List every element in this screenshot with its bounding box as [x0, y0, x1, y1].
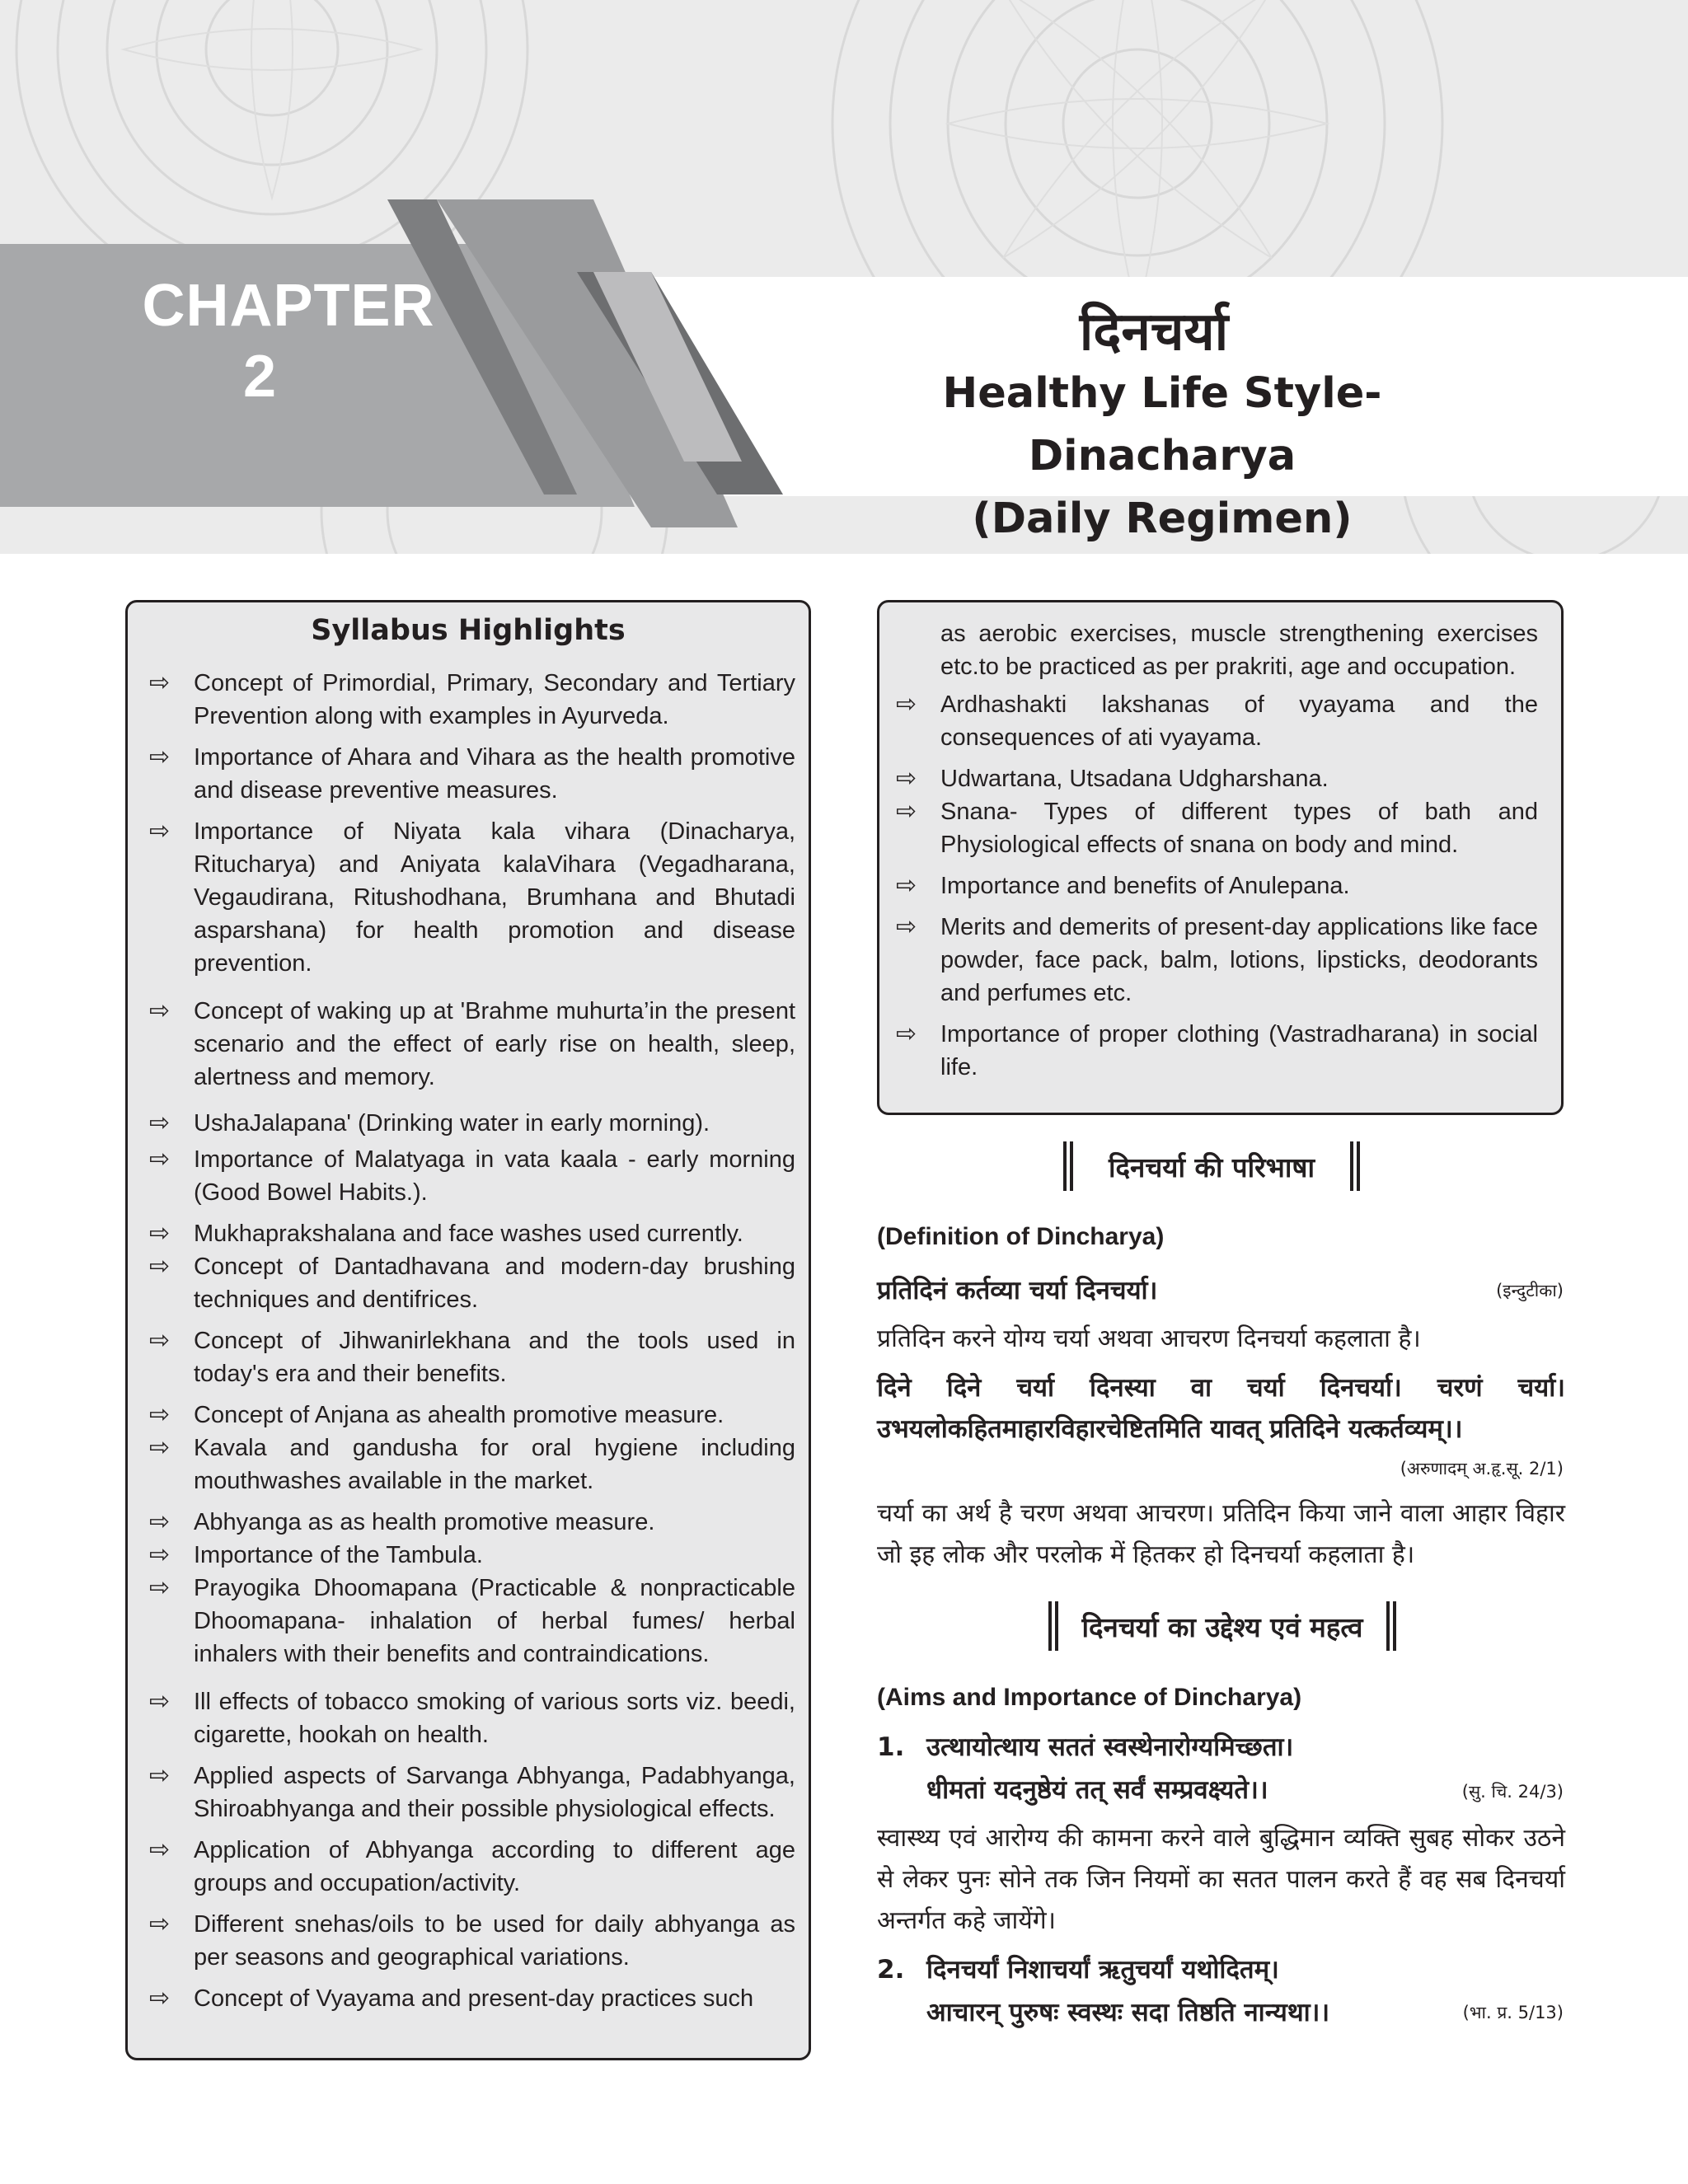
section-heading-text: दिनचर्या की परिभाषा: [1108, 1151, 1315, 1183]
chapter-title-line1: Healthy Life Style-Dinacharya: [942, 369, 1382, 480]
numbered-verse-1: [877, 1726, 1565, 1769]
double-bar-right: [1350, 1141, 1360, 1191]
right-arrow-icon: ⇨: [896, 871, 917, 900]
verse-reference: (भा. प्र. 5/13): [1462, 2003, 1564, 2022]
double-bar-left: [1063, 1141, 1073, 1191]
verse-reference: (सु. चि. 24/3): [1461, 1782, 1564, 1802]
syllabus-item-text: Concept of Anjana as ahealth promotive measure.: [194, 1402, 724, 1428]
right-arrow-icon: ⇨: [896, 912, 917, 941]
verse-line: दिने दिने चर्या दिनस्या वा चर्या दिनचर्या। चरणं चर्या।: [877, 1373, 1565, 1403]
right-arrow-icon: ⇨: [149, 1400, 171, 1429]
verse-line: उत्थायोत्थाय सततं स्वस्थेनारोग्यमिच्छता।: [926, 1732, 1294, 1762]
syllabus-item-text: Importance of Ahara and Vihara as the health promotive and disease preventive measures.: [194, 744, 795, 804]
syllabus-item-text: Concept of waking up at 'Brahme muhurta’in the present scenario and the effect of early rise on health, sleep, alertness and memory.: [194, 998, 795, 1090]
right-arrow-icon: ⇨: [149, 1507, 171, 1536]
chapter-title-hindi: दिनचर्या: [1079, 302, 1229, 363]
syllabus-item-text: Importance of Malatyaga in vata kaala - early morning (Good Bowel Habits.).: [194, 1146, 795, 1206]
right-arrow-icon: ⇨: [149, 817, 171, 846]
syllabus-item-text: Prayogika Dhoomapana (Practicable & nonpracticable Dhoomapana- inhalation of herbal fumes/ herbal inhalers with their benefits and contraindications.: [194, 1575, 795, 1667]
verse-line: आचारन् पुरुषः स्वस्थः सदा तिष्ठति नान्यथा।।: [926, 1998, 1330, 2027]
syllabus-item-text: Ardhashakti lakshanas of vyayama and the consequences of ati vyayama.: [940, 691, 1538, 751]
verse-line: धीमतां यदनुष्ठेयं तत् सर्वं सम्प्रवक्ष्यते।।: [926, 1775, 1268, 1805]
syllabus-continued-box: [877, 600, 1564, 1115]
section-heading-definition: [1063, 1141, 1360, 1191]
chapter-label: CHAPTER: [142, 273, 435, 339]
chapter-number: 2: [242, 344, 277, 410]
right-arrow-icon: ⇨: [149, 1687, 171, 1716]
definition-prose: प्रतिदिन करने योग्य चर्या अथवा आचरण दिनचर्या कहलाता है।: [877, 1324, 1421, 1353]
syllabus-item-text: Concept of Dantadhavana and modern-day brushing techniques and dentifrices.: [194, 1254, 795, 1313]
double-bar-left: [1048, 1601, 1058, 1651]
syllabus-item-text: Abhyanga as as health promotive measure.: [194, 1509, 655, 1535]
double-bar-right: [1386, 1601, 1396, 1651]
aims-explanation: स्वास्थ्य एवं आरोग्य की कामना करने वाले बुद्धिमान व्यक्ति सुबह सोकर उठने से लेकर पुनः सोने तक जिन नियमों का सतत पालन करते हैं वह सब दिनचर्या अन्तर्गत कहे जायेंगे।: [877, 1824, 1565, 1935]
syllabus-item-text: Mukhaprakshalana and face washes used currently.: [194, 1221, 743, 1247]
syllabus-item-text: Kavala and gandusha for oral hygiene including mouthwashes available in the market.: [194, 1435, 795, 1494]
right-arrow-icon: ⇨: [149, 1326, 171, 1355]
syllabus-item-text: Ill effects of tobacco smoking of various sorts viz. beedi, cigarette, hookah on health.: [194, 1689, 795, 1748]
definition-explanation: चर्या का अर्थ है चरण अथवा आचरण। प्रतिदिन किया जाने वाला आहार विहार जो इह लोक और परलोक में हितकर हो दिनचर्या कहलाता है।: [877, 1499, 1565, 1569]
verse-reference: (इन्दुटीका): [1496, 1281, 1564, 1301]
syllabus-title: Syllabus Highlights: [311, 614, 626, 647]
syllabus-list-continued: [879, 602, 1561, 1113]
right-arrow-icon: ⇨: [149, 1573, 171, 1602]
section-heading-aims: [1048, 1601, 1396, 1651]
right-arrow-icon: ⇨: [149, 1984, 171, 2013]
numbered-verse-2: [877, 1948, 1565, 1991]
syllabus-list: [128, 602, 809, 2058]
chapter-title-line2: (Daily Regimen): [972, 494, 1353, 543]
syllabus-continuation-text: as aerobic exercises, muscle strengthening exercises etc.to be practiced as per prakriti, age and occupation.: [940, 621, 1538, 680]
syllabus-item-text: Udwartana, Utsadana Udgharshana.: [940, 766, 1329, 792]
definition-subheading: (Definition of Dincharya): [877, 1223, 1165, 1250]
right-arrow-icon: ⇨: [149, 1910, 171, 1938]
right-arrow-icon: ⇨: [149, 1540, 171, 1569]
syllabus-item-text: Different snehas/oils to be used for daily abhyanga as per seasons and geographical variations.: [194, 1911, 795, 1971]
right-arrow-icon: ⇨: [149, 1835, 171, 1864]
right-arrow-icon: ⇨: [149, 668, 171, 697]
syllabus-item-text: UshaJalapana' (Drinking water in early morning).: [194, 1110, 710, 1137]
right-arrow-icon: ⇨: [149, 1219, 171, 1248]
syllabus-item-text: Importance of Niyata kala vihara (Dinacharya, Ritucharya) and Aniyata kalaVihara (Vegadharana, Vegaudirana, Ritushodhana, Brumhana and Bhutadi asparshana) for health promotion and disease prevention.: [194, 818, 795, 977]
chapter-header: [0, 0, 1688, 554]
right-arrow-icon: ⇨: [149, 743, 171, 771]
syllabus-item-text: Merits and demerits of present-day applications like face powder, face pack, balm, lotions, lipsticks, deodorants and perfumes etc.: [940, 914, 1538, 1006]
syllabus-item-text: Snana- Types of different types of bath and Physiological effects of snana on body and mind.: [940, 799, 1538, 858]
right-arrow-icon: ⇨: [896, 1019, 917, 1048]
verse-text: प्रतिदिनं कर्तव्या चर्या दिनचर्या।: [877, 1276, 1158, 1305]
chapter-title-english: [816, 363, 1508, 551]
right-arrow-icon: ⇨: [896, 797, 917, 826]
section-heading-text: दिनचर्या का उद्देश्य एवं महत्व: [1081, 1610, 1363, 1643]
verse-number: 1.: [877, 1732, 905, 1762]
syllabus-item-text: Application of Abhyanga according to different age groups and occupation/activity.: [194, 1837, 795, 1896]
right-arrow-icon: ⇨: [149, 1145, 171, 1174]
syllabus-item-text: Concept of Jihwanirlekhana and the tools used in today's era and their benefits.: [194, 1328, 795, 1387]
syllabus-item-text: Importance of proper clothing (Vastradharana) in social life.: [940, 1021, 1538, 1080]
syllabus-item-text: Concept of Vyayama and present-day practices such: [194, 1985, 754, 2012]
verse-number: 2.: [877, 1955, 905, 1985]
syllabus-highlights-box: [125, 600, 811, 2060]
syllabus-item-text: Concept of Primordial, Primary, Secondary and Tertiary Prevention along with examples in Ayurveda.: [194, 670, 795, 729]
right-arrow-icon: ⇨: [149, 996, 171, 1025]
verse-reference: (अरुणादम् अ.हृ.सू. 2/1): [1400, 1459, 1564, 1479]
right-arrow-icon: ⇨: [149, 1252, 171, 1281]
right-arrow-icon: ⇨: [149, 1108, 171, 1137]
right-arrow-icon: ⇨: [149, 1433, 171, 1462]
verse-line: दिनचर्यां निशाचर्यां ऋतुचर्यां यथोदितम्।: [926, 1955, 1279, 1985]
right-arrow-icon: ⇨: [896, 764, 917, 793]
syllabus-item-text: Applied aspects of Sarvanga Abhyanga, Padabhyanga, Shiroabhyanga and their possible physiological effects.: [194, 1763, 795, 1822]
right-arrow-icon: ⇨: [149, 1761, 171, 1790]
right-arrow-icon: ⇨: [896, 690, 917, 719]
verse-line: उभयलोकहितमाहारविहारचेष्टितमिति यावत् प्रतिदिने यत्कर्तव्यम्।।: [877, 1414, 1463, 1444]
syllabus-item-text: Importance of the Tambula.: [194, 1542, 483, 1568]
syllabus-item-text: Importance and benefits of Anulepana.: [940, 873, 1350, 899]
aims-subheading: (Aims and Importance of Dincharya): [877, 1684, 1302, 1711]
